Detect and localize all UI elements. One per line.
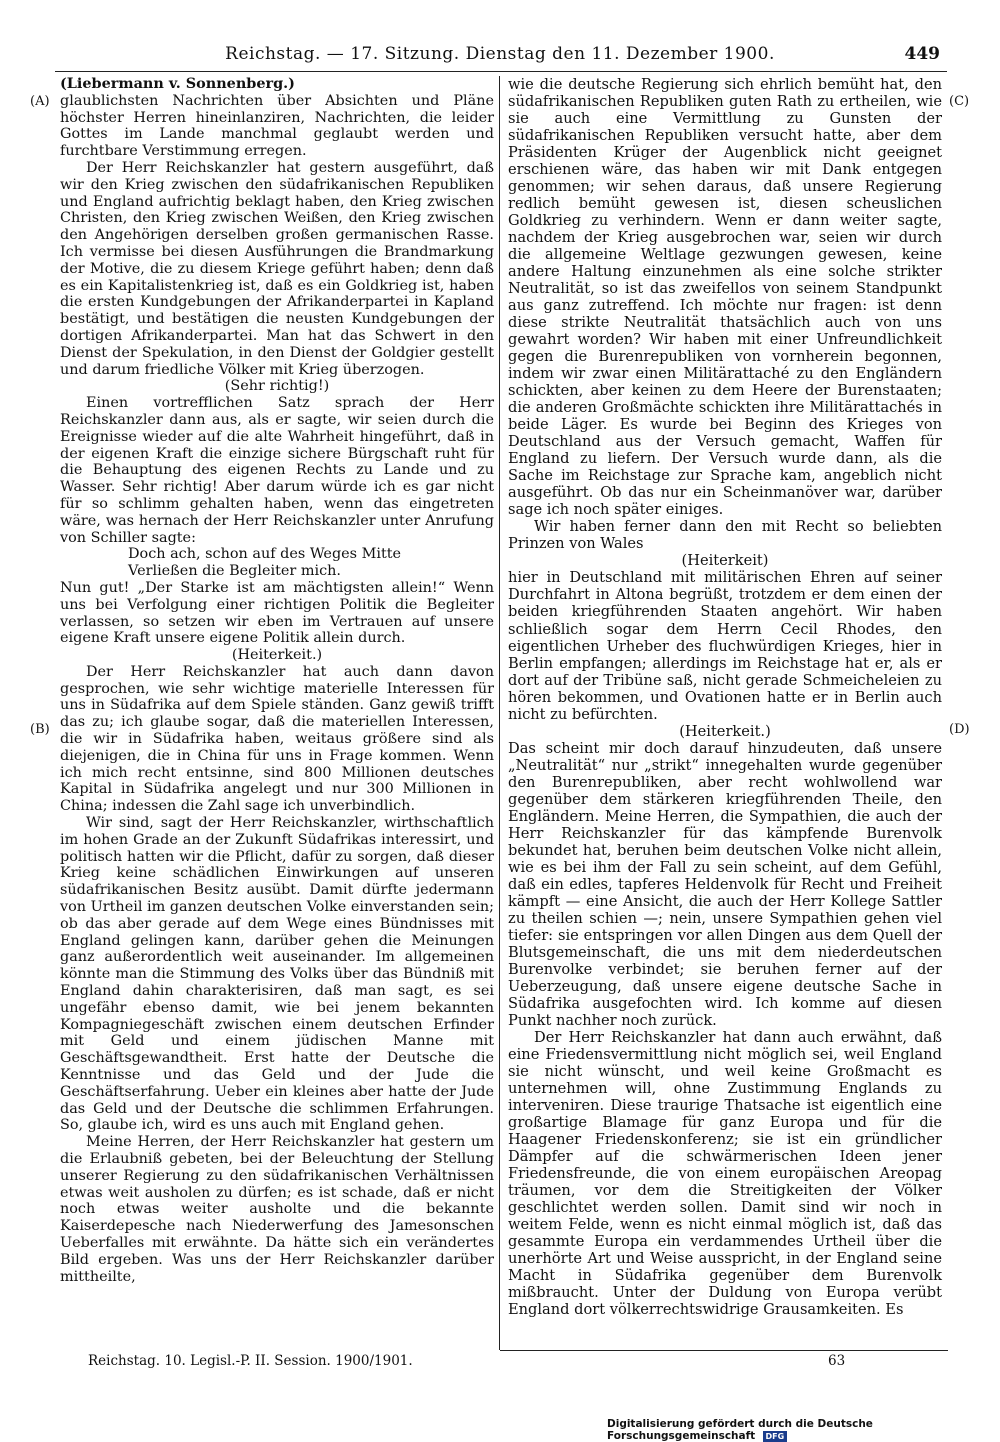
paragraph: Wir haben ferner dann den mit Recht so beliebten Prinzen von Wales <box>508 518 942 553</box>
verse-line: Doch ach, schon auf des Weges Mitte <box>128 546 402 563</box>
page-header <box>60 44 940 70</box>
paragraph: Wir sind, sagt der Herr Reichskanzler, wirthschaftlich im hohen Grade an der Zukunft Südafrikas interessirt, und politisch hatten wir die Pflicht, dafür zu sorgen, daß dieser Krieg keine schädlichen Einwirkungen auf unseren südafrikanischen Besitz ausübt. Damit dürfte jedermann von Urtheil im ganzen deutschen Volke einverstanden sein; ob das aber gerade auf dem Wege eines Bündnisses mit England gelingen kann, darüber gehen die Meinungen ganz außerordentlich weit auseinander. Im allgemeinen könnte man die Stimmung des Volks über das Bündniß mit England dahin charakterisiren, daß man sagt, es sei ungefähr ebenso damit, wie bei jenem bekannten Kompagniegeschäft zwischen einem deutschen Erfinder mit Geld und einem jüdischen Manne mit Geschäftsgewandtheit. Erst hatte der Deutsche die Kenntnisse und das Geld und der Jude die Geschäftserfahrung. Ueber ein kleines aber hatte der Jude das Geld und der Deutsche die schlimmen Erfahrungen. So, glaube ich, wird es uns auch mit England gehen. <box>60 815 494 1134</box>
speaker-name: (Liebermann v. Sonnenberg.) <box>60 75 295 92</box>
paragraph: Einen vortrefflichen Satz sprach der Herr Reichskanzler dann aus, als er sagte, wir seien durch die Ereignisse wieder auf die alte Wahrheit hingeführt, daß in der eigenen Kraft die einzige sichere Bürgschaft ruht für die Behauptung des eigenen Rechts zu Lande und zu Wasser. Sehr richtig! Aber darum würde ich es gar nicht für so schlimm gehalten haben, wenn das eingetreten wäre, was hernach der Herr Reichskanzler unter Anrufung von Schiller sagte: <box>60 395 494 546</box>
right-column <box>508 76 942 1318</box>
paragraph: Der Herr Reichskanzler hat dann auch erwähnt, daß eine Friedensvermittlung nicht möglich sei, weil England sie nicht wünscht, und weil keine Großmacht es unternehmen will, ohne Zustimmung Englands zu interveniren. Diese traurige Thatsache ist eigentlich eine großartige Blamage für ganz Europa und für die Haagener Friedenskonferenz; sie ist ein gründlicher Dämpfer auf die schwärmerischen Ideen jener Friedensfreunde, die von einem europäischen Areopag träumen, vor dem die Streitigkeiten der Völker geschlichtet werden sollen. Damit sind wir noch in weitem Felde, wenn es nicht einmal möglich ist, daß das gesammte Europa ein verdammendes Urtheil über die unerhörte Art und Weise ausspricht, in der England seine Macht in Südafrika gegenüber dem Burenvolk mißbraucht. Unter der Duldung von Europa verübt England dort völkerrechtswidrige Grausamkeiten. Es <box>508 1028 942 1319</box>
paragraph: glaublichsten Nachrichten über Absichten und Pläne höchster Herren hineinlanziren, Nachrichten, die leider Gottes im Lande manchmal geglaubt werden und furchtbare Verstimmung erregen. <box>60 92 494 160</box>
page-number: 449 <box>904 44 940 64</box>
column-divider <box>499 76 500 1350</box>
header-rule <box>55 71 947 72</box>
margin-marker-d: (D) <box>949 722 970 737</box>
margin-marker-b: (B) <box>30 722 50 737</box>
footer-rule <box>500 1350 948 1351</box>
left-column <box>60 76 494 1285</box>
digitization-note: Digitalisierung gefördert durch die Deutsche Forschungsgemeinschaft <box>607 1418 873 1442</box>
dfg-logo: DFG <box>763 1431 787 1442</box>
margin-marker-a: (A) <box>30 94 50 109</box>
running-header: Reichstag. — 17. Sitzung. Dienstag den 11. Dezember 1900. <box>225 44 775 64</box>
paragraph: wie die deutsche Regierung sich ehrlich bemüht hat, den südafrikanischen Republiken guten Rath zu ertheilen, wie sie auch eine Vermittlung zu Gunsten der südafrikanischen Republiken versucht hatte, aber dem Präsidenten Krüger der Augenblick nicht geeignet erschienen wäre, das haben wir mit Dank entgegen genommen; wir sehen daraus, daß unsere Regierung redlich bemüht gewesen ist, diesen scheuslichen Goldkrieg zu verhindern. Wenn er dann weiter sagte, nachdem der Krieg ausgebrochen war, seien wir durch die allgemeine Weltlage gezwungen gewesen, keine andere Haltung einzunehmen als eine solche strikter Neutralität, so ist das zweifellos von seinem Standpunkt aus ganz zutreffend. Ich möchte nur fragen: ist denn diese strikte Neutralität thatsächlich auch von uns gewahrt worden? Wir haben mit einer Unfreundlichkeit gegen die Burenrepubliken von vornherein begonnen, indem wir zwar einen Militärattaché zu den Engländern schickten, aber keinen zu dem Heere der Burenstaaten; die anderen Großmächte schickten ihre Militärattachés in beide Läger. Es wurde bei Beginn des Krieges von Deutschland aus der Versuch gemacht, Waffen für England zu liefern. Der Versuch wurde dann, als die Sache im Reichstage zur Sprache kam, angeblich nicht ausgeführt. Ob das nur ein Scheinmanöver war, darüber sage ich noch später einiges. <box>508 76 942 519</box>
interjection: (Sehr richtig!) <box>224 378 330 395</box>
paragraph: Meine Herren, der Herr Reichskanzler hat gestern um die Erlaubniß gebeten, bei der Beleuchtung der Stellung unserer Regierung zu den südafrikanischen Verhältnissen etwas weit ausholen zu dürfen; es ist schade, daß er nicht noch etwas weiter ausholte und die bekannte Kaiserdepesche nach Niederwerfung des Jamesonschen Ueberfalles mit erwähnte. Da hätte sich ein verändertes Bild ergeben. Was uns der Herr Reichskanzler darüber mittheilte, <box>60 1134 494 1285</box>
paragraph: Der Herr Reichskanzler hat gestern ausgeführt, daß wir den Krieg zwischen den südafrikanischen Republiken und England aufrichtig beklagt haben, den Krieg zwischen Christen, den Krieg zwischen Weißen, den Krieg zwischen den Angehörigen derselben großen germanischen Rasse. Ich vermisse bei diesen Ausführungen die Brandmarkung der Motive, die zu diesem Kriege geführt haben; denn daß es ein Kapitalistenkrieg ist, daß es ein Goldkrieg ist, haben die ersten Kundgebungen der Afrikanderpartei in Kapland bestätigt, und bestätigen die neusten Kundgebungen der dortigen Afrikanderpartei. Man hat das Schwert in den Dienst der Spekulation, in den Dienst der Goldgier gestellt und darum friedliche Völker mit Krieg überzogen. <box>60 159 494 378</box>
footer-session-info: Reichstag. 10. Legisl.-P. II. Session. 1900/1901. <box>88 1353 413 1369</box>
margin-marker-c: (C) <box>949 94 970 109</box>
paragraph: hier in Deutschland mit militärischen Ehren auf seiner Durchfahrt in Altona begrüßt, trotzdem er dem einen der beiden kriegführenden Staaten angehört. Wir haben schließlich sogar dem Herrn Cecil Rhodes, den eigentlichen Urheber des fluchwürdigen Krieges, hier in Berlin empfangen; allerdings im Reichstage hat er, als er dort auf der Tribüne saß, nicht gerade Schmeicheleien zu hören bekommen, und Ovationen hatte er in Berlin auch nicht zu befürchten. <box>508 569 942 723</box>
footer-sheet-number: 63 <box>828 1353 846 1369</box>
verse-line: Verließen die Begleiter mich. <box>128 563 341 580</box>
interjection: (Heiterkeit.) <box>679 722 771 740</box>
digitization-credit <box>607 1418 1000 1442</box>
interjection: (Heiterkeit.) <box>231 647 323 664</box>
paragraph: Das scheint mir doch darauf hinzudeuten, daß unsere „Neutralität“ nur „strikt“ innegehalten wurde gegenüber den Burenrepubliken, aber recht wohlwollend war gegenüber dem stärkeren kriegführenden Theile, den Engländern. Meine Herren, die Sympathien, die auch der Herr Reichskanzler für das kämpfende Burenvolk bekundet hat, beruhen beim deutschen Volke nicht allein, wie es bei ihm der Fall zu sein scheint, auf dem Gefühl, daß ein edles, tapferes Heldenvolk für Recht und Freiheit kämpft — eine Ansicht, die auch der Herr Kollege Sattler zu theilen schien —; nein, unsere Sympathien gehen viel tiefer: sie entspringen vor allen Dingen aus dem Quell der Blutsgemeinschaft, die uns mit dem niederdeutschen Burenvolke verbindet; sie beruhen ferner auf der Ueberzeugung, daß unsere eigene deutsche Sache in Südafrika ausgefochten wird. Ich komme auf diesen Punkt nachher noch zurück. <box>508 739 942 1029</box>
interjection: (Heiterkeit) <box>681 552 769 570</box>
paragraph: Nun gut! „Der Starke ist am mächtigsten allein!“ Wenn uns bei Verfolgung einer richtigen Politik die Begleiter verlassen, so setzen wir eben im Vertrauen auf unsere eigene Kraft unsere eigene Politik allein durch. <box>60 579 494 647</box>
paragraph: Der Herr Reichskanzler hat auch dann davon gesprochen, wie sehr wichtige materielle Interessen für uns in Südafrika auf dem Spiele ständen. Ganz gewiß trifft das zu; ich glaube sogar, daß die materiellen Interessen, die wir in Südafrika haben, weitaus größere sind als diejenigen, die in China für uns in Frage kommen. Wenn ich mich recht entsinne, sind 800 Millionen deutsches Kapital in Südafrika angelegt und nur 300 Millionen in China; indessen die Zahl sage ich unverbindlich. <box>60 663 494 815</box>
